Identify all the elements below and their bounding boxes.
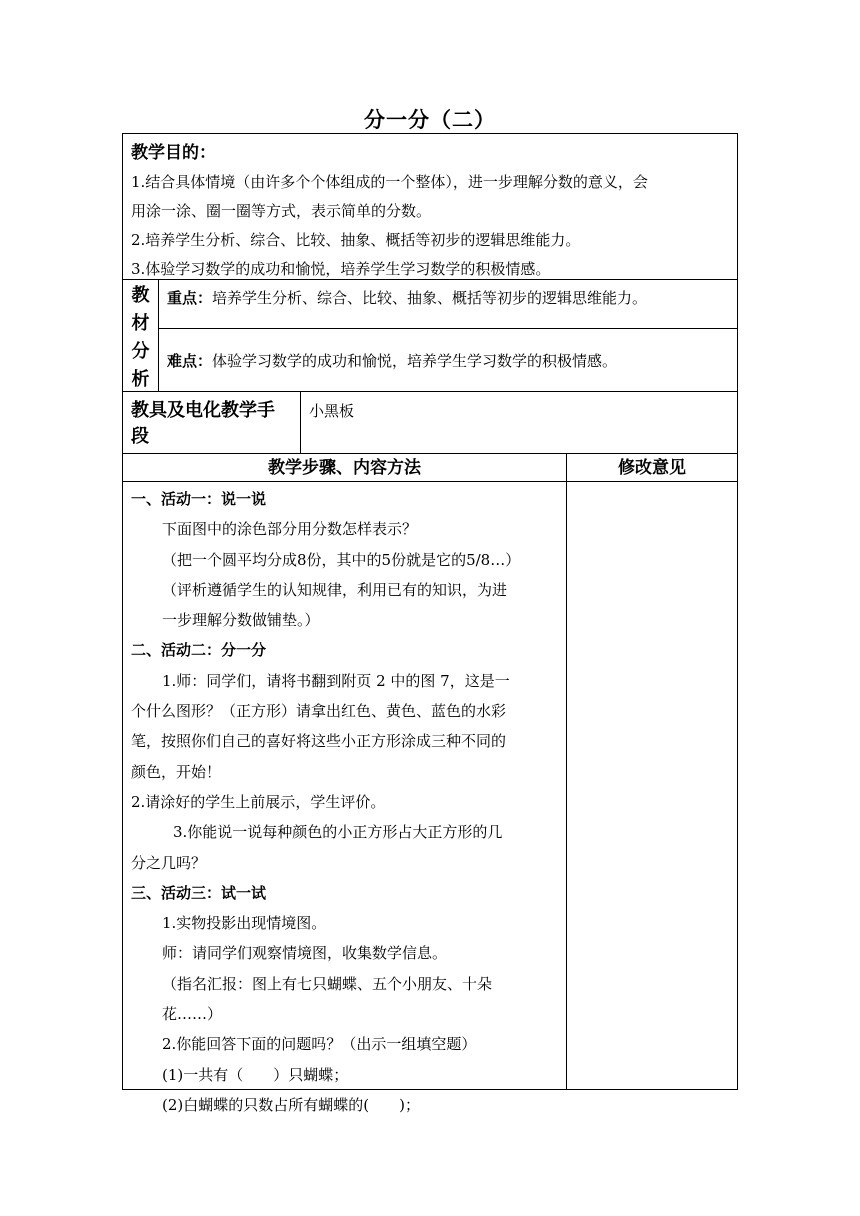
- step-line: 1.师：同学们，请将书翻到附页 2 中的图 7，这是一: [162, 671, 510, 690]
- revision-notes-cell: [567, 482, 737, 1089]
- step-line: 2.你能回答下面的问题吗？（出示一组填空题）: [162, 1035, 477, 1054]
- label-char: 教: [131, 285, 150, 306]
- step-heading: 一、活动一：说一说: [131, 490, 267, 508]
- step-line: 一步理解分数做铺垫。）: [162, 611, 320, 630]
- page-title: 分一分（二）: [364, 107, 496, 132]
- step-line: (1)一共有（ ）只蝴蝶；: [162, 1065, 349, 1084]
- objectives-line: 1.结合具体情境（由许多个个体组成的一个整体），进一步理解分数的意义，会: [131, 173, 648, 191]
- step-line: （指名汇报：图上有七只蝴蝶、五个小朋友、十朵: [162, 974, 493, 993]
- step-line: （评析遵循学生的认知规律，利用已有的知识，为进: [162, 580, 508, 599]
- label-char: 析: [131, 369, 150, 390]
- steps-header-row: [123, 454, 737, 482]
- label-char: 分: [131, 341, 150, 362]
- difficulty-text: 体验学习数学的成功和愉悦，培养学生学习数学的积极情感。: [212, 352, 618, 370]
- steps-body-row: [123, 482, 737, 1114]
- step-heading: 二、活动二：分一分: [131, 641, 267, 660]
- material-analysis-label: [123, 280, 159, 391]
- material-analysis-section: [123, 280, 737, 392]
- step-line: 分之几吗？: [131, 853, 207, 872]
- step-line: 花……）: [162, 1005, 223, 1024]
- key-point-label: 重点：: [167, 289, 213, 307]
- teaching-aids-section: [123, 392, 737, 454]
- step-line: 2.请涂好的学生上前展示，学生评价。: [131, 792, 386, 811]
- revision-column-header: 修改意见: [618, 458, 686, 478]
- step-line: 3.你能说一说每种颜色的小正方形占大正方形的几: [173, 823, 503, 842]
- step-line: （把一个圆平均分成8份，其中的5份就是它的5/8…）: [162, 550, 521, 569]
- objectives-line: 2.培养学生分析、综合、比较、抽象、概括等初步的逻辑思维能力。: [131, 231, 581, 249]
- step-line: (2)白蝴蝶的只数占所有蝴蝶的( )；: [162, 1095, 420, 1114]
- lesson-plan-table: [122, 133, 738, 1114]
- step-line: 颜色，开始！: [131, 762, 222, 781]
- objectives-section: [123, 134, 737, 280]
- key-point-cell: [159, 280, 737, 329]
- step-line: 师：请同学们观察情境图，收集数学信息。: [162, 944, 448, 963]
- teaching-aids-label: 教具及电化教学手段: [123, 392, 301, 453]
- difficulty-cell: [159, 329, 737, 391]
- step-line: 笔，按照你们自己的喜好将这些小正方形涂成三种不同的: [131, 732, 507, 751]
- step-line: 个什么图形？（正方形）请拿出红色、黄色、蓝色的水彩: [131, 702, 507, 721]
- steps-content: [123, 482, 567, 1114]
- step-heading: 三、活动三：试一试: [131, 883, 267, 902]
- key-point-text: 培养学生分析、综合、比较、抽象、概括等初步的逻辑思维能力。: [212, 289, 648, 307]
- step-line: 下面图中的涂色部分用分数怎样表示？: [162, 520, 418, 539]
- steps-column-header: 教学步骤、内容方法: [123, 454, 567, 481]
- objectives-line: 用涂一涂、圈一圈等方式，表示简单的分数。: [131, 202, 432, 220]
- objectives-line: 3.体验学习数学的成功和愉悦，培养学生学习数学的积极情感。: [131, 260, 551, 278]
- objectives-heading: 教学目的：: [131, 143, 216, 163]
- step-line: 1.实物投影出现情境图。: [162, 914, 327, 933]
- difficulty-label: 难点：: [167, 352, 213, 370]
- label-char: 材: [131, 313, 150, 334]
- teaching-aids-value: 小黑板: [309, 402, 355, 420]
